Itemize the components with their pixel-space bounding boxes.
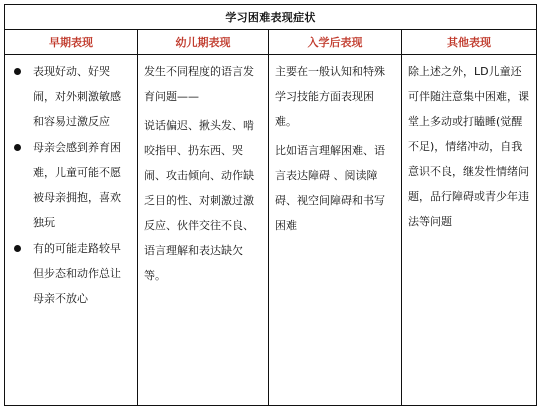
header-school: 入学后表现 <box>269 30 402 55</box>
early-item-text: 表现好动、好哭闹，对外刺激敏感和容易过激反应 <box>33 65 121 128</box>
bullet-icon <box>11 59 33 84</box>
early-item-text: 有的可能走路较早但步态和动作总让母亲不放心 <box>33 242 121 305</box>
early-cell <box>5 55 138 406</box>
toddler-cell <box>138 55 269 406</box>
early-list <box>11 59 131 311</box>
school-paragraph: 比如语言理解困难、语言表达障碍 、阅读障碍、视空间障碍和书写困难 <box>275 144 385 232</box>
table-title: 学习困难表现症状 <box>5 5 537 30</box>
early-item-text: 母亲会感到养育困难，儿童可能不愿被母亲拥抱，喜欢独玩 <box>33 141 121 229</box>
header-other: 其他表现 <box>402 30 537 55</box>
list-item <box>11 59 131 134</box>
bullet-icon <box>11 236 33 261</box>
symptoms-table <box>4 4 537 406</box>
header-toddler: 幼儿期表现 <box>138 30 269 55</box>
header-row <box>5 30 537 55</box>
content-row <box>5 55 537 406</box>
school-cell <box>269 55 402 406</box>
toddler-paragraph: 发生不同程度的语言发育问题—— <box>144 65 254 103</box>
header-early: 早期表现 <box>5 30 138 55</box>
school-paragraph: 主要在一般认知和特殊学习技能方面表现困难。 <box>275 65 385 128</box>
title-row <box>5 5 537 30</box>
other-paragraph: 除上述之外，LD儿童还可伴随注意集中困难，课堂上多动或打瞌睡(觉醒不足)，情绪冲动，自我意识不良，继发性情绪问题，品行障碍或青少年违法等问题 <box>408 65 529 228</box>
list-item <box>11 236 131 311</box>
toddler-paragraph: 说话偏迟、揪头发、啃咬指甲、扔东西、哭闹、攻击倾向、动作缺乏目的性、对刺激过激反应、伙伴交往不良、语言理解和表达缺欠等。 <box>144 119 254 282</box>
list-item <box>11 135 131 235</box>
bullet-icon <box>11 135 33 160</box>
other-cell <box>402 55 537 406</box>
